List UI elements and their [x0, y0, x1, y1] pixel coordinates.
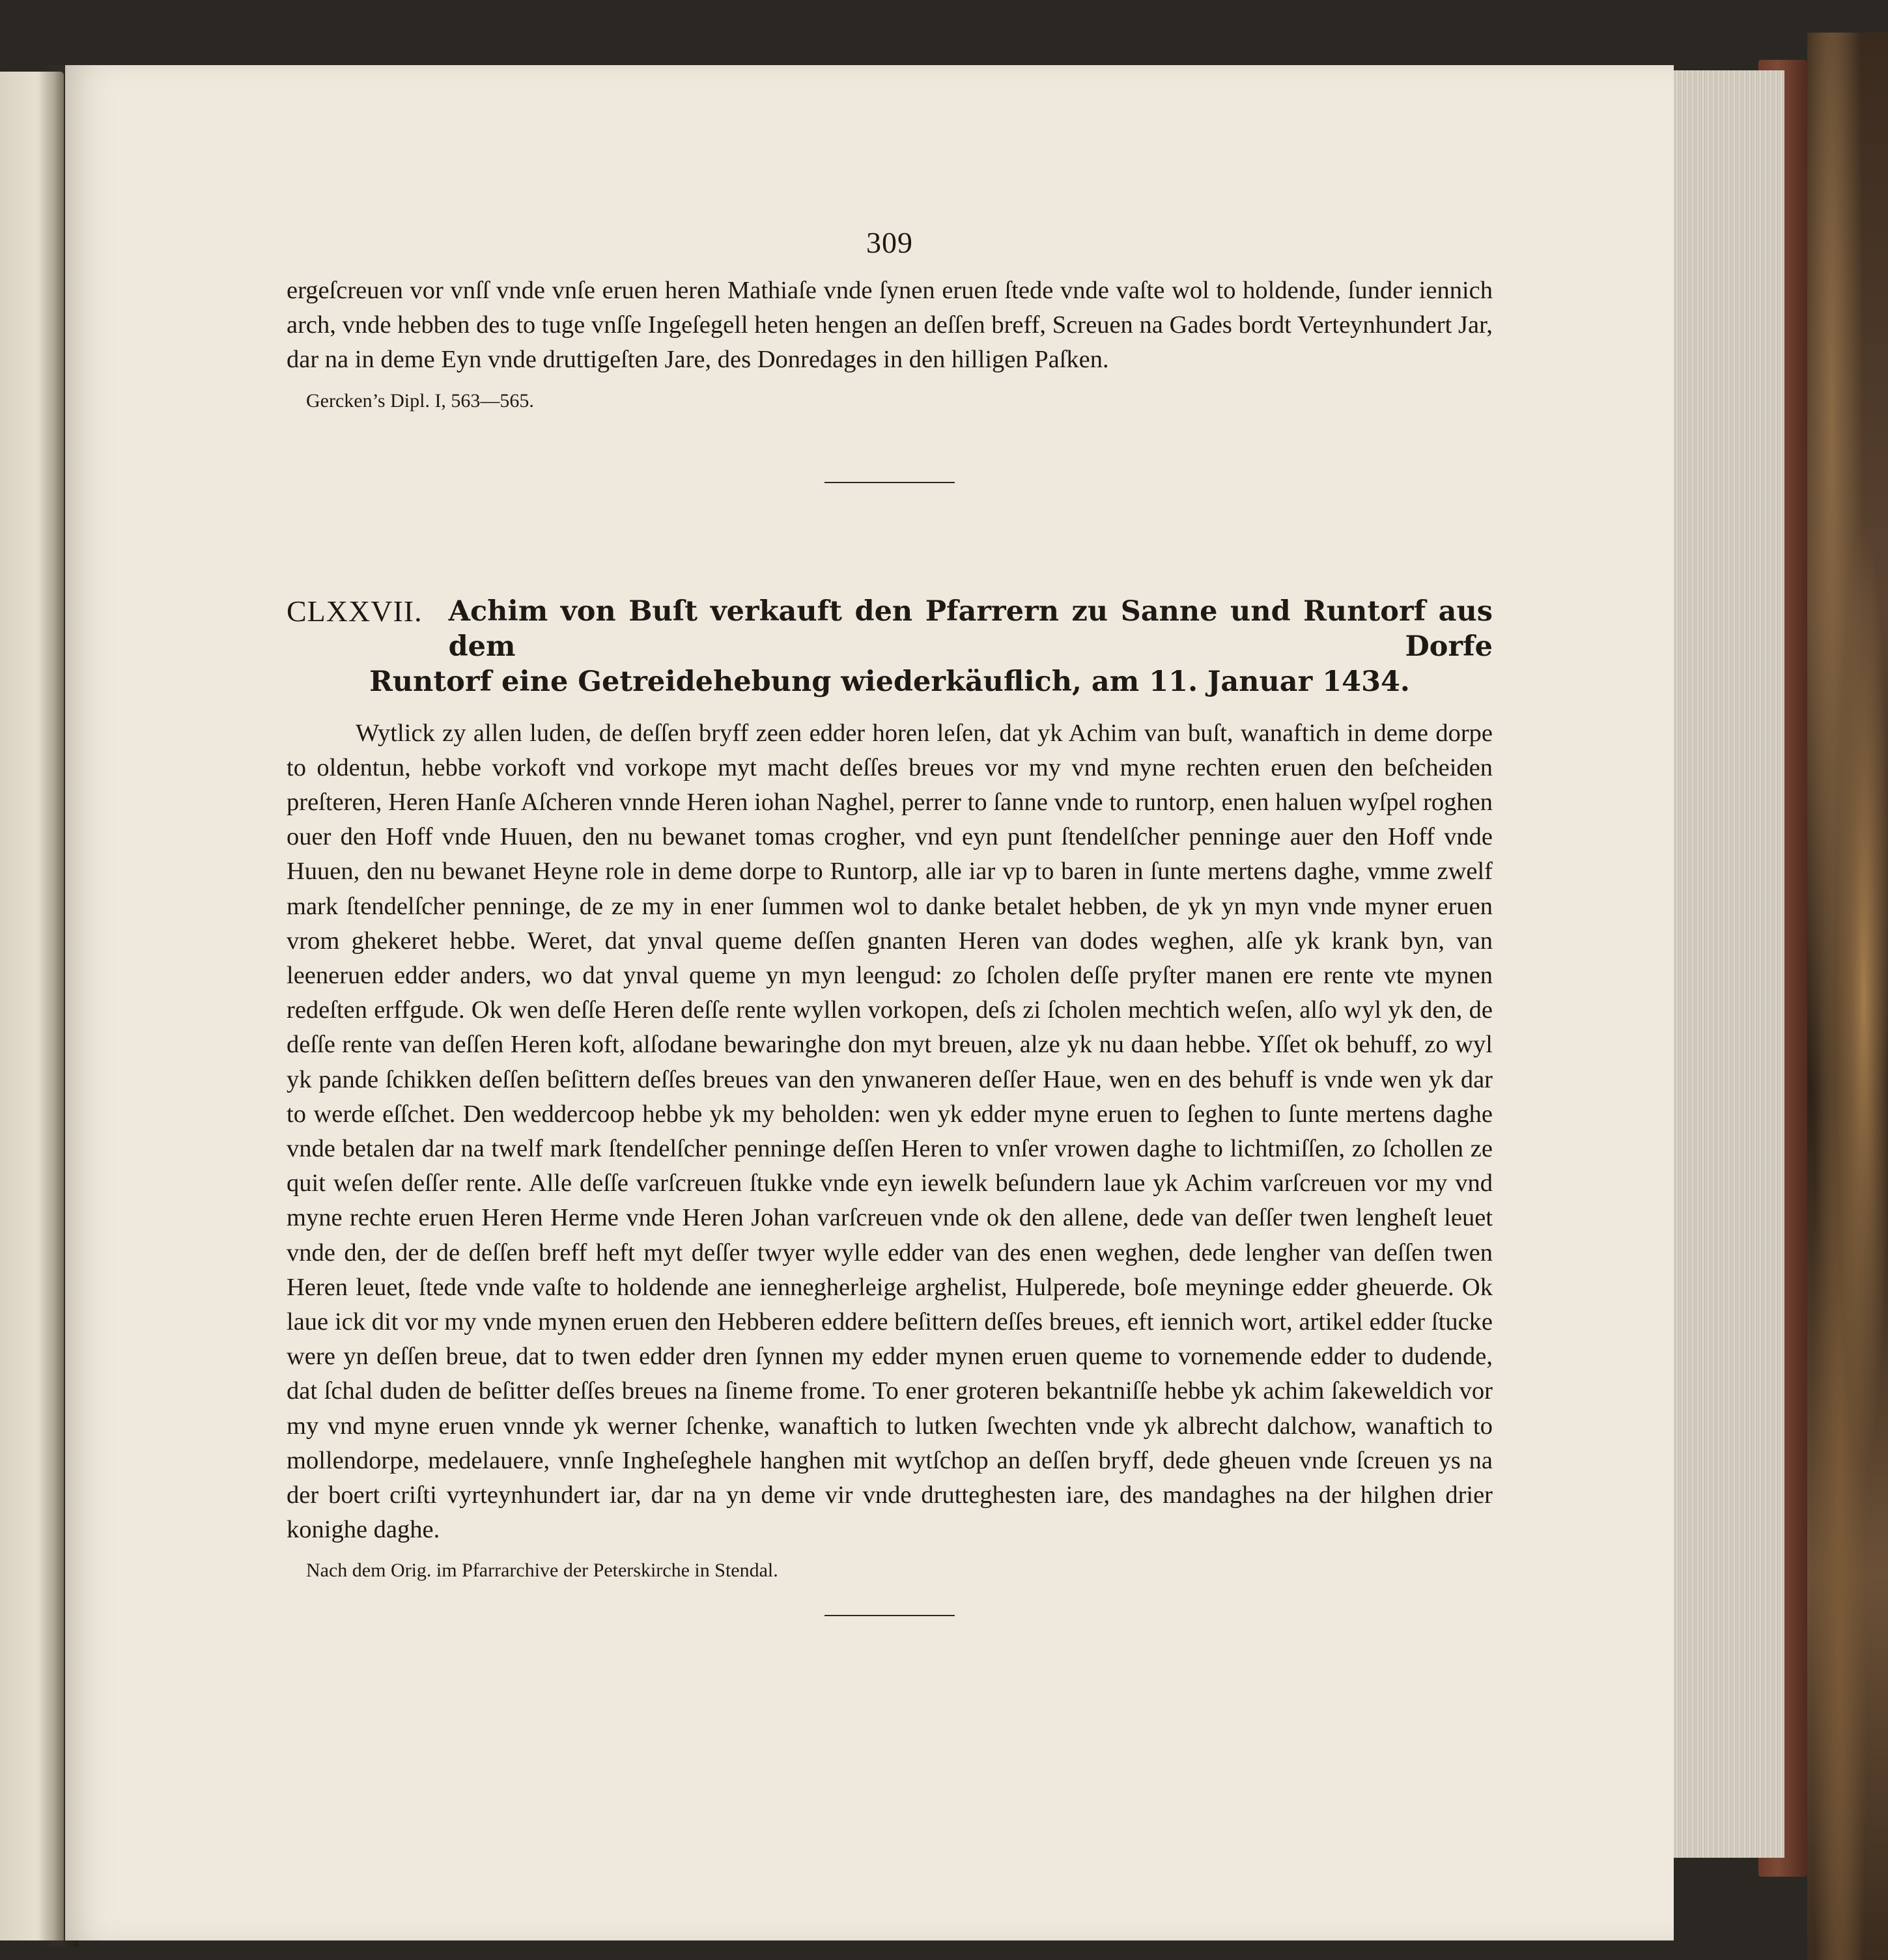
previous-document-ending: ergeſcreuen vor vnſſ vnde vnſe eruen heren Mathiaſe vnde ſynen eruen ſtede vnde vaſte wol to holdende, ſunder iennich arch, vnde hebben des to tuge vnſſe Ingeſegell heten hengen an deſſen breff, Screuen na Gades bordt Verteynhundert Jar, dar na in deme Eyn vnde druttigeſten Jare, des Donredages in den hilligen Paſken.: [287, 277, 1493, 374]
document-title-line-1: Achim von Buſt verkauft den Pfarrern zu Sanne und Runtorf aus dem Dorfe: [448, 595, 1493, 663]
heading-line-1: [287, 594, 1493, 664]
page-text-area: [287, 228, 1493, 1616]
document-source: Nach dem Orig. im Pfarrarchive der Peterskirche in Stendal.: [306, 1560, 778, 1582]
marbled-cover: [1807, 33, 1888, 1960]
page-fore-edge: [1674, 70, 1784, 1858]
document-number: CLXXVII.: [287, 594, 423, 628]
previous-document-source: Gercken’s Dipl. I, 563—565.: [306, 389, 534, 412]
end-divider: [824, 1615, 955, 1616]
section-divider: [824, 482, 955, 483]
document-body: Wytlick zy allen luden, de deſſen bryff zeen edder horen leſen, dat yk Achim van buſt, wanaftich in deme dorpe to oldentun, hebbe vorkoft vnd vorkope myt macht deſſes breues vor my vnd myne rechten eruen den beſcheiden preſteren, Heren Hanſe Aſcheren vnnde Heren iohan Naghel, perrer to ſanne vnde to runtorp, enen haluen wyſpel roghen ouer den Hoff vnde Huuen, den nu bewanet tomas crogher, vnd eyn punt ſtendelſcher penninge auer den Hoff vnde Huuen, den nu bewanet Heyne role in deme dorpe to Runtorp, alle iar vp to baren in ſunte mertens daghe, vmme zwelf mark ſtendelſcher penninge, de ze my in ener ſummen wol to danke betalet hebben, de yk yn myn vnde myner eruen vrom ghekeret hebbe. Weret, dat ynval queme deſſen gnanten Heren van dodes weghen, alſe yk krank byn, van leeneruen edder anders, wo dat ynval queme yn myn leengud: zo ſcholen deſſe pryſter manen ere rente vte mynen redeſten erffgude. Ok wen deſſe Heren deſſe rente wyllen vorkopen, deſs zi ſcholen mechtich weſen, alſo wyl yk den, de deſſe rente van deſſen Heren koft, alſodane bewaringhe don myt breuen, alze yk nu daan hebbe. Yſſet ok behuff, zo wyl yk pande ſchikken deſſen beſittern deſſes breues van den ynwaneren deſſer Haue, wen en des behuff is vnde wen yk dar to werde eſſchet. Den weddercoop hebbe yk my beholden: wen yk edder myne eruen to ſeghen to ſunte mertens daghe vnde betalen dar na twelf mark ſtendelſcher penninge deſſen Heren to vnſer vrowen daghe to lichtmiſſen, zo ſchollen ze quit weſen deſſer rente. Alle deſſe varſcreuen ſtukke vnde eyn iewelk beſundern laue yk Achim varſcreuen vor my vnd myne rechte eruen Heren Herme vnde Heren Johan varſcreuen vnde ok den allene, dede van deſſer twen lengheſt leuet vnde den, der de deſſen breff heft myt deſſer twyer wylle edder van des enen weghen, dede lengher van deſſen twen Heren leuet, ſtede vnde vaſte to holdende ane iennegherleige arghelist, Hulperede, boſe meyninge edder gheuerde. Ok laue ick dit vor my vnde mynen eruen den Hebberen eddere beſittern deſſes breues, eft iennich wort, artikel edder ſtucke were yn deſſen breue, dat to twen edder dren ſynnen my edder mynen eruen queme to vornemende edder to dudende, dat ſchal duden de beſitter deſſes breues na ſineme frome. To ener groteren bekantniſſe hebbe yk achim ſakeweldich vor my vnd myne eruen vnnde yk werner ſchenke, wanaftich to lutken ſwechten vnde yk albrecht dalchow, wanaftich to mollendorpe, medelauere, vnnſe Ingheſeghele hanghen mit wytſchop an deſſen bryff, dede gheuen vnde ſcreuen ys na der boert criſti vyrteynhundert iar, dar na yn deme vir vnde drutteghesten iare, des mandaghes na der hilghen drier konighe daghe.: [287, 719, 1493, 1544]
book-page: [65, 65, 1674, 1940]
page-number: 309: [866, 226, 913, 259]
document-title-line-2: Runtorf eine Getreidehebung wiederkäuflich, am 11. Januar 1434.: [369, 665, 1410, 698]
document-heading: [287, 594, 1493, 699]
